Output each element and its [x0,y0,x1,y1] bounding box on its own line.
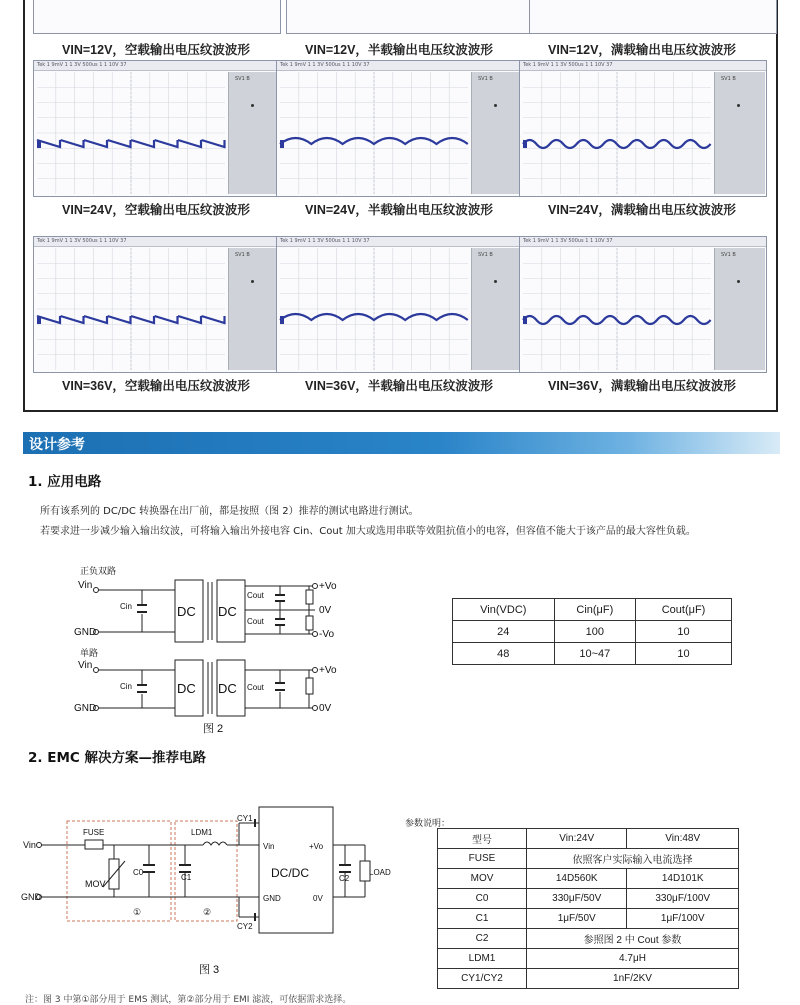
scope-header: Tek 1 9mV 1 1 3V 500us 1 1 10V 37 [34,61,280,71]
app-circuit-para1: 所有该系列的 DC/DC 转换器在出厂前，都是按照（图 2）推荐的测试电路进行测试。 [40,506,419,517]
param-row-name: C0 [438,889,527,909]
emc-label-pin-0v: 0V [313,894,323,903]
scope-plot [523,248,711,370]
app-circuit-heading: 1. 应用电路 [28,474,102,490]
emc-label-c2: C2 [339,874,350,883]
emc-label-load: LOAD [369,868,391,877]
param-row-value: 1μF/100V [627,909,739,929]
oscilloscope-screen [33,236,281,373]
scope-side-panel: SV1 B [714,72,765,194]
waveform-panel [33,236,279,404]
cap-table-cell: 10 [636,621,732,643]
label-cin-dual: Cin [120,602,133,611]
waveform-label-12v-fullload: VIN=12V，满载输出电压纹波波形 [548,43,736,57]
param-row-value: 1μF/50V [527,909,627,929]
scope-plot [280,248,468,370]
ripple-trace [37,316,225,323]
param-row-name: C2 [438,929,527,949]
emc-label-dcdc: DC/DC [271,866,309,880]
label-gnd-dual: GND [74,627,97,638]
ripple-trace [37,140,225,147]
label-single: 单路 [80,648,99,658]
scope-header: Tek 1 9mV 1 1 3V 500us 1 1 10V 37 [277,237,523,247]
param-row-value: 4.7μH [527,949,739,969]
emc-label-pin-pvo: +Vo [309,842,324,851]
emc-note: 注：图 3 中第①部分用于 EMS 测试，第②部分用于 EMI 滤波，可依据需求选择。 [25,995,352,1005]
emc-label-cy2: CY2 [237,922,253,931]
param-row-name: MOV [438,869,527,889]
emc-label-cy1: CY1 [237,814,253,823]
emc-label-pin-vin: Vin [263,842,275,851]
waveform-panel [276,60,522,228]
capacitor-table [452,598,732,665]
emc-region-2-marker: ② [203,907,212,917]
scope-plot [523,72,711,194]
label-dc-out-single: DC [218,681,237,696]
label-gnd-single: GND [74,703,97,714]
label-pvo-dual: +Vo [319,581,337,592]
emc-region-1-marker: ① [133,907,142,917]
oscilloscope-screen [276,60,524,197]
param-header: Vin:24V [527,829,627,849]
label-vin-single: Vin [78,660,93,671]
emc-label-vin: Vin [23,840,36,850]
figure2-caption: 图 2 [203,723,224,735]
param-table [437,828,739,989]
emc-label-pin-gnd: GND [263,894,281,903]
waveform-label: VIN=24V，空载输出电压纹波波形 [62,203,250,217]
scope-plot [37,72,225,194]
scope-side-panel: SV1 B [228,248,279,370]
figure2-circuit [70,560,370,740]
scope-side-panel: SV1 B [714,248,765,370]
label-cout-single: Cout [247,683,264,692]
cap-table-cell: 10~47 [554,643,635,665]
cap-table-header: Vin(VDC) [453,599,555,621]
label-cout-dual-2: Cout [247,617,264,626]
scope-header: Tek 1 9mV 1 1 3V 500us 1 1 10V 37 [520,237,766,247]
param-table-title: 参数说明： [405,819,451,829]
label-0v-dual: 0V [319,605,332,616]
waveform-label: VIN=24V，半载输出电压纹波波形 [305,203,493,217]
scope-header: Tek 1 9mV 1 1 3V 500us 1 1 10V 37 [520,61,766,71]
waveform-label-12v-noload: VIN=12V，空载输出电压纹波波形 [62,43,250,57]
bottom-rule [23,410,778,412]
param-row-value: 参照图 2 中 Cout 参数 [527,929,739,949]
cap-table-cell: 100 [554,621,635,643]
param-row-value: 14D560K [527,869,627,889]
param-header: Vin:48V [627,829,739,849]
row1-partial-scopes [25,0,775,36]
label-vin-dual: Vin [78,580,93,591]
emc-label-mov: MOV [85,879,106,889]
waveform-label: VIN=24V，满载输出电压纹波波形 [548,203,736,217]
param-row-name: FUSE [438,849,527,869]
waveform-label-12v-halfload: VIN=12V，半载输出电压纹波波形 [305,43,493,57]
label-dc-in-dual: DC [177,604,196,619]
emc-label-gnd: GND [21,892,41,902]
waveform-panel [276,236,522,404]
param-row-value: 1nF/2KV [527,969,739,989]
top-rule [23,0,25,412]
label-nvo-dual: -Vo [319,629,335,640]
emc-label-ldm1: LDM1 [191,828,213,837]
figure3-emc-circuit [21,805,405,985]
param-row-value: 330μF/100V [627,889,739,909]
waveform-label: VIN=36V，空载输出电压纹波波形 [62,379,250,393]
param-header: 型号 [438,829,527,849]
waveform-label: VIN=36V，半载输出电压纹波波形 [305,379,493,393]
cap-table-cell: 48 [453,643,555,665]
label-cout-dual-1: Cout [247,591,264,600]
cap-table-cell: 24 [453,621,555,643]
param-row-value: 14D101K [627,869,739,889]
cap-table-header: Cout(μF) [636,599,732,621]
oscilloscope-screen [33,60,281,197]
label-dc-out-dual: DC [218,604,237,619]
param-row-value: 330μF/50V [527,889,627,909]
section-title: 设计参考 [29,437,85,453]
label-dc-in-single: DC [177,681,196,696]
param-row-value: 依照客户实际输入电流选择 [527,849,739,869]
emc-label-fuse: FUSE [83,828,105,837]
waveform-panel [519,60,765,228]
scope-side-panel: SV1 B [471,248,522,370]
scope-header: Tek 1 9mV 1 1 3V 500us 1 1 10V 37 [34,237,280,247]
label-dual: 正负双路 [80,566,117,576]
waveform-panel [33,60,279,228]
oscilloscope-screen [519,236,767,373]
emc-label-c1: C1 [181,873,192,882]
label-pvo-single: +Vo [319,665,337,676]
oscilloscope-screen [276,236,524,373]
oscilloscope-screen [519,60,767,197]
app-circuit-para2: 若要求进一步减少输入输出纹波，可将输入输出外接电容 Cin、Cout 加大或选用串联等效阻抗值小的电容，但容值不能大于该产品的最大容性负载。 [40,526,696,537]
param-row-name: C1 [438,909,527,929]
cap-table-header: Cin(μF) [554,599,635,621]
waveform-panel [519,236,765,404]
param-row-name: CY1/CY2 [438,969,527,989]
scope-side-panel: SV1 B [228,72,279,194]
right-rule [776,0,778,412]
cap-table-cell: 10 [636,643,732,665]
param-row-name: LDM1 [438,949,527,969]
waveform-label: VIN=36V，满载输出电压纹波波形 [548,379,736,393]
emc-heading: 2. EMC 解决方案—推荐电路 [28,750,206,766]
figure3-caption: 图 3 [199,964,220,976]
scope-side-panel: SV1 B [471,72,522,194]
label-cin-single: Cin [120,682,133,691]
scope-header: Tek 1 9mV 1 1 3V 500us 1 1 10V 37 [277,61,523,71]
scope-plot [37,248,225,370]
scope-plot [280,72,468,194]
section-header-bar [23,432,780,454]
label-0v-single: 0V [319,703,332,714]
emc-label-c0: C0 [133,868,144,877]
